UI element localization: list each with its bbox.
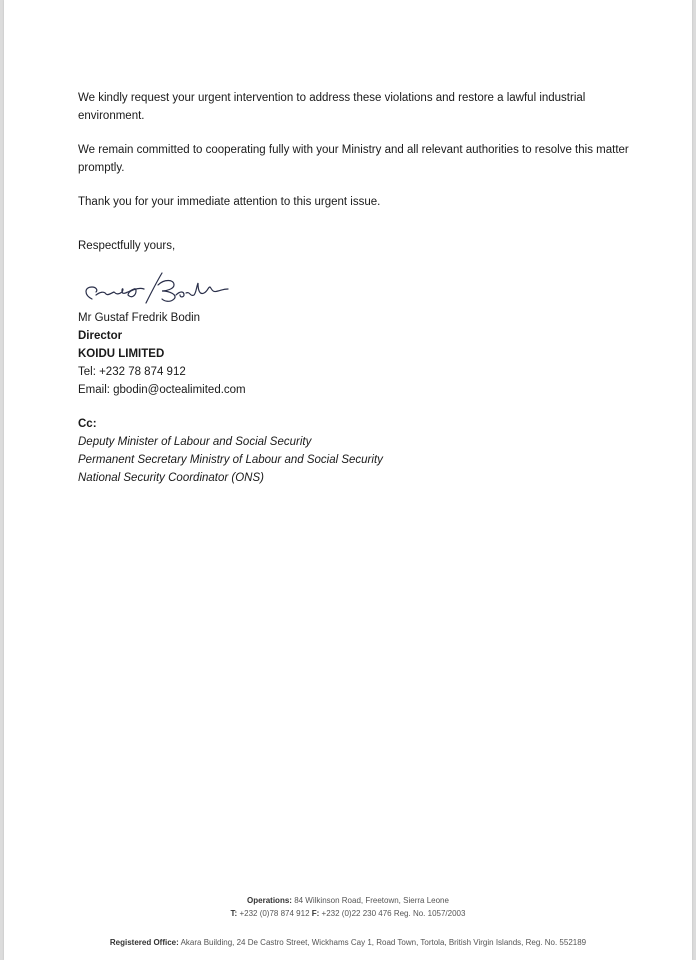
signature-stroke-initial	[146, 273, 175, 303]
cc-recipient: National Security Coordinator (ONS)	[78, 472, 264, 484]
signer-title: Director	[78, 330, 123, 342]
cc-label: Cc:	[78, 418, 97, 430]
footer-fax-label: F:	[311, 909, 320, 918]
signer-email: Email: gbodin@octealimited.com	[78, 384, 246, 396]
signature-graphic	[78, 265, 238, 309]
footer-contact-line	[4, 907, 692, 920]
signature-stroke-surname	[176, 283, 228, 297]
signer-phone: Tel: +232 78 874 912	[78, 366, 186, 378]
footer-operations-line	[4, 894, 692, 907]
closing: Respectfully yours,	[78, 240, 176, 252]
footer-registered-address: Akara Building, 24 De Castro Street, Wickhams Cay 1, Road Town, Tortola, British Virgin Islands, Reg. No. 552189	[180, 938, 587, 947]
letter-body	[78, 89, 638, 487]
paragraph-intervention: We kindly request your urgent intervention to address these violations and restore a lawful industrial environment.	[78, 92, 586, 122]
signer-block	[78, 309, 638, 399]
footer-operations-label: Operations:	[247, 896, 292, 905]
signature-stroke-first	[86, 287, 144, 299]
cc-recipient: Deputy Minister of Labour and Social Security	[78, 436, 312, 448]
footer-registered-label: Registered Office:	[109, 938, 179, 947]
cc-block	[78, 415, 638, 487]
footer-phone: +232 (0)78 874 912	[239, 909, 310, 918]
paragraph-thanks: Thank you for your immediate attention to this urgent issue.	[78, 196, 381, 208]
letter-page	[4, 0, 692, 960]
signer-name: Mr Gustaf Fredrik Bodin	[78, 312, 201, 324]
footer-operations-address: 84 Wilkinson Road, Freetown, Sierra Leone	[294, 896, 449, 905]
handwritten-signature	[78, 265, 238, 309]
footer-fax-reg: +232 (0)22 230 476 Reg. No. 1057/2003	[321, 909, 466, 918]
paragraph-cooperation: We remain committed to cooperating fully with your Ministry and all relevant authorities to resolve this matter promptly.	[78, 144, 629, 174]
footer-registered-office	[4, 936, 692, 949]
footer-operations	[4, 894, 692, 920]
signer-company: KOIDU LIMITED	[78, 348, 165, 360]
cc-recipient: Permanent Secretary Ministry of Labour and Social Security	[78, 454, 383, 466]
footer-phone-label: T:	[230, 909, 238, 918]
